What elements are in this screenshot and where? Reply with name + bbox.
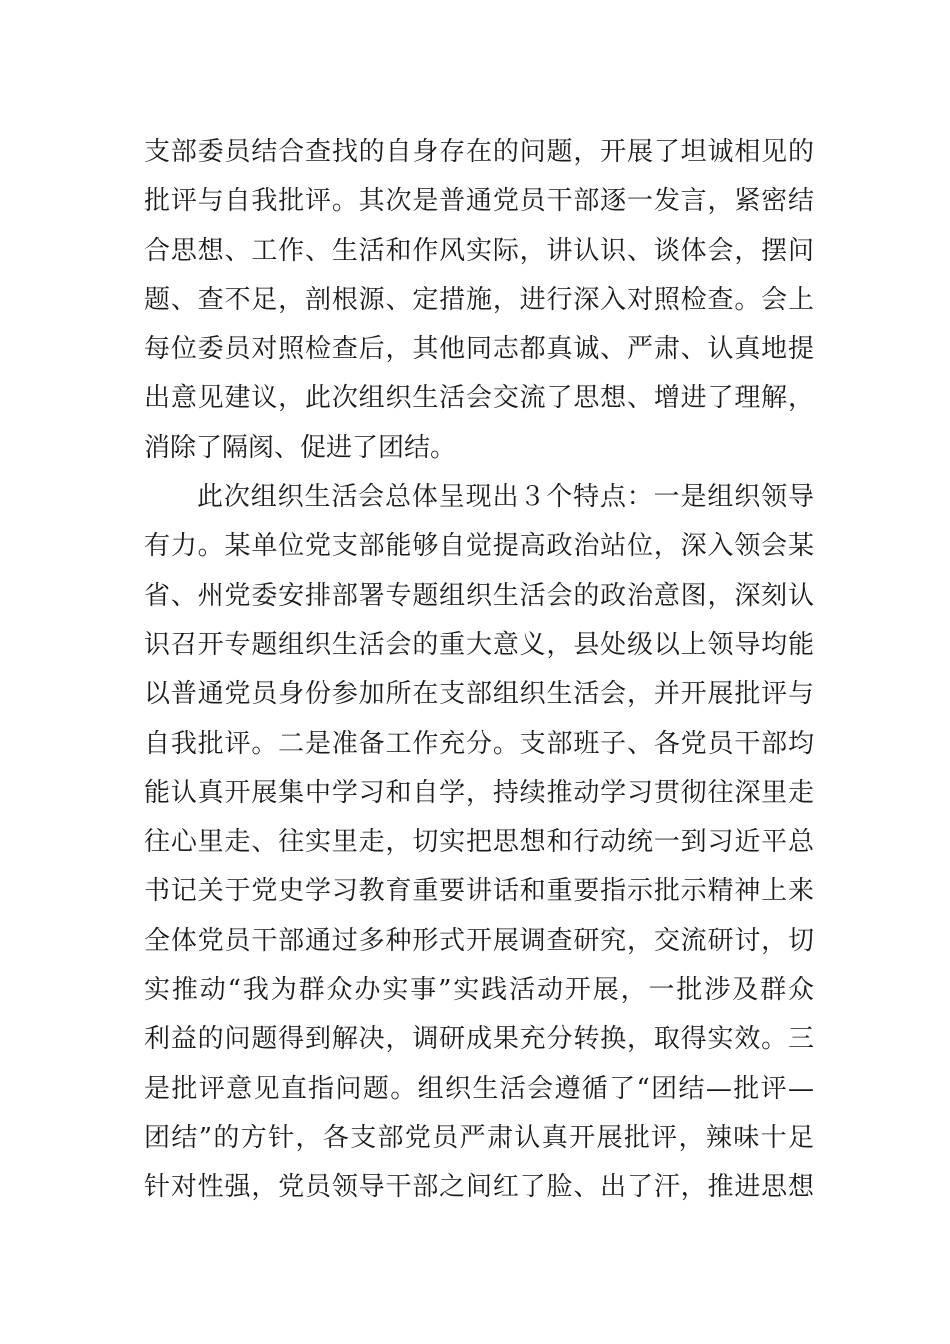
text-line: 实推动“我为群众办实事”实践活动开展，一批涉及群众 (144, 975, 814, 1006)
text-line: 识召开专题组织生活会的重大意义，县处级以上领导均能 (144, 629, 814, 660)
text-line: 消除了隔阂、促进了团结。 (144, 432, 457, 463)
text-line: 是批评意见直指问题。组织生活会遵循了“团结—批评— (144, 1073, 814, 1104)
text-line: 合思想、工作、生活和作风实际，讲认识、谈体会，摆问 (144, 235, 814, 266)
text-line: 针对性强，党员领导干部之间红了脸、出了汗，推进思想 (144, 1172, 814, 1203)
text-line: 全体党员干部通过多种形式开展调查研究，交流研讨，切 (144, 925, 814, 956)
paragraph-start-line: 此次组织生活会总体呈现出３个特点：一是组织领导 (197, 482, 814, 513)
text-line: 团结”的方针，各支部党员严肃认真开展批评，辣味十足 (144, 1122, 814, 1153)
text-line: 每位委员对照检查后，其他同志都真诚、严肃、认真地提 (144, 334, 814, 365)
text-line: 能认真开展集中学习和自学，持续推动学习贯彻往深里走 (144, 777, 814, 808)
text-line: 题、查不足，剖根源、定措施，进行深入对照检查。会上 (144, 284, 814, 315)
text-line: 书记关于党史学习教育重要讲话和重要指示批示精神上来 (144, 876, 814, 907)
body-text (144, 128, 814, 1213)
text-line: 往心里走、往实里走，切实把思想和行动统一到习近平总 (144, 827, 814, 858)
text-line: 省、州党委安排部署专题组织生活会的政治意图，深刻认 (144, 580, 814, 611)
text-line: 出意见建议，此次组织生活会交流了思想、增进了理解， (144, 383, 814, 414)
text-line: 利益的问题得到解决，调研成果充分转换，取得实效。三 (144, 1024, 814, 1055)
text-line: 有力。某单位党支部能够自觉提高政治站位，深入领会某 (144, 531, 814, 562)
text-line: 支部委员结合查找的自身存在的问题，开展了坦诚相见的 (144, 137, 814, 167)
text-line: 批评与自我批评。其次是普通党员干部逐一发言，紧密结 (144, 186, 814, 217)
text-line: 以普通党员身份参加所在支部组织生活会，并开展批评与 (144, 679, 814, 710)
text-line: 自我批评。二是准备工作充分。支部班子、各党员干部均 (144, 728, 814, 759)
